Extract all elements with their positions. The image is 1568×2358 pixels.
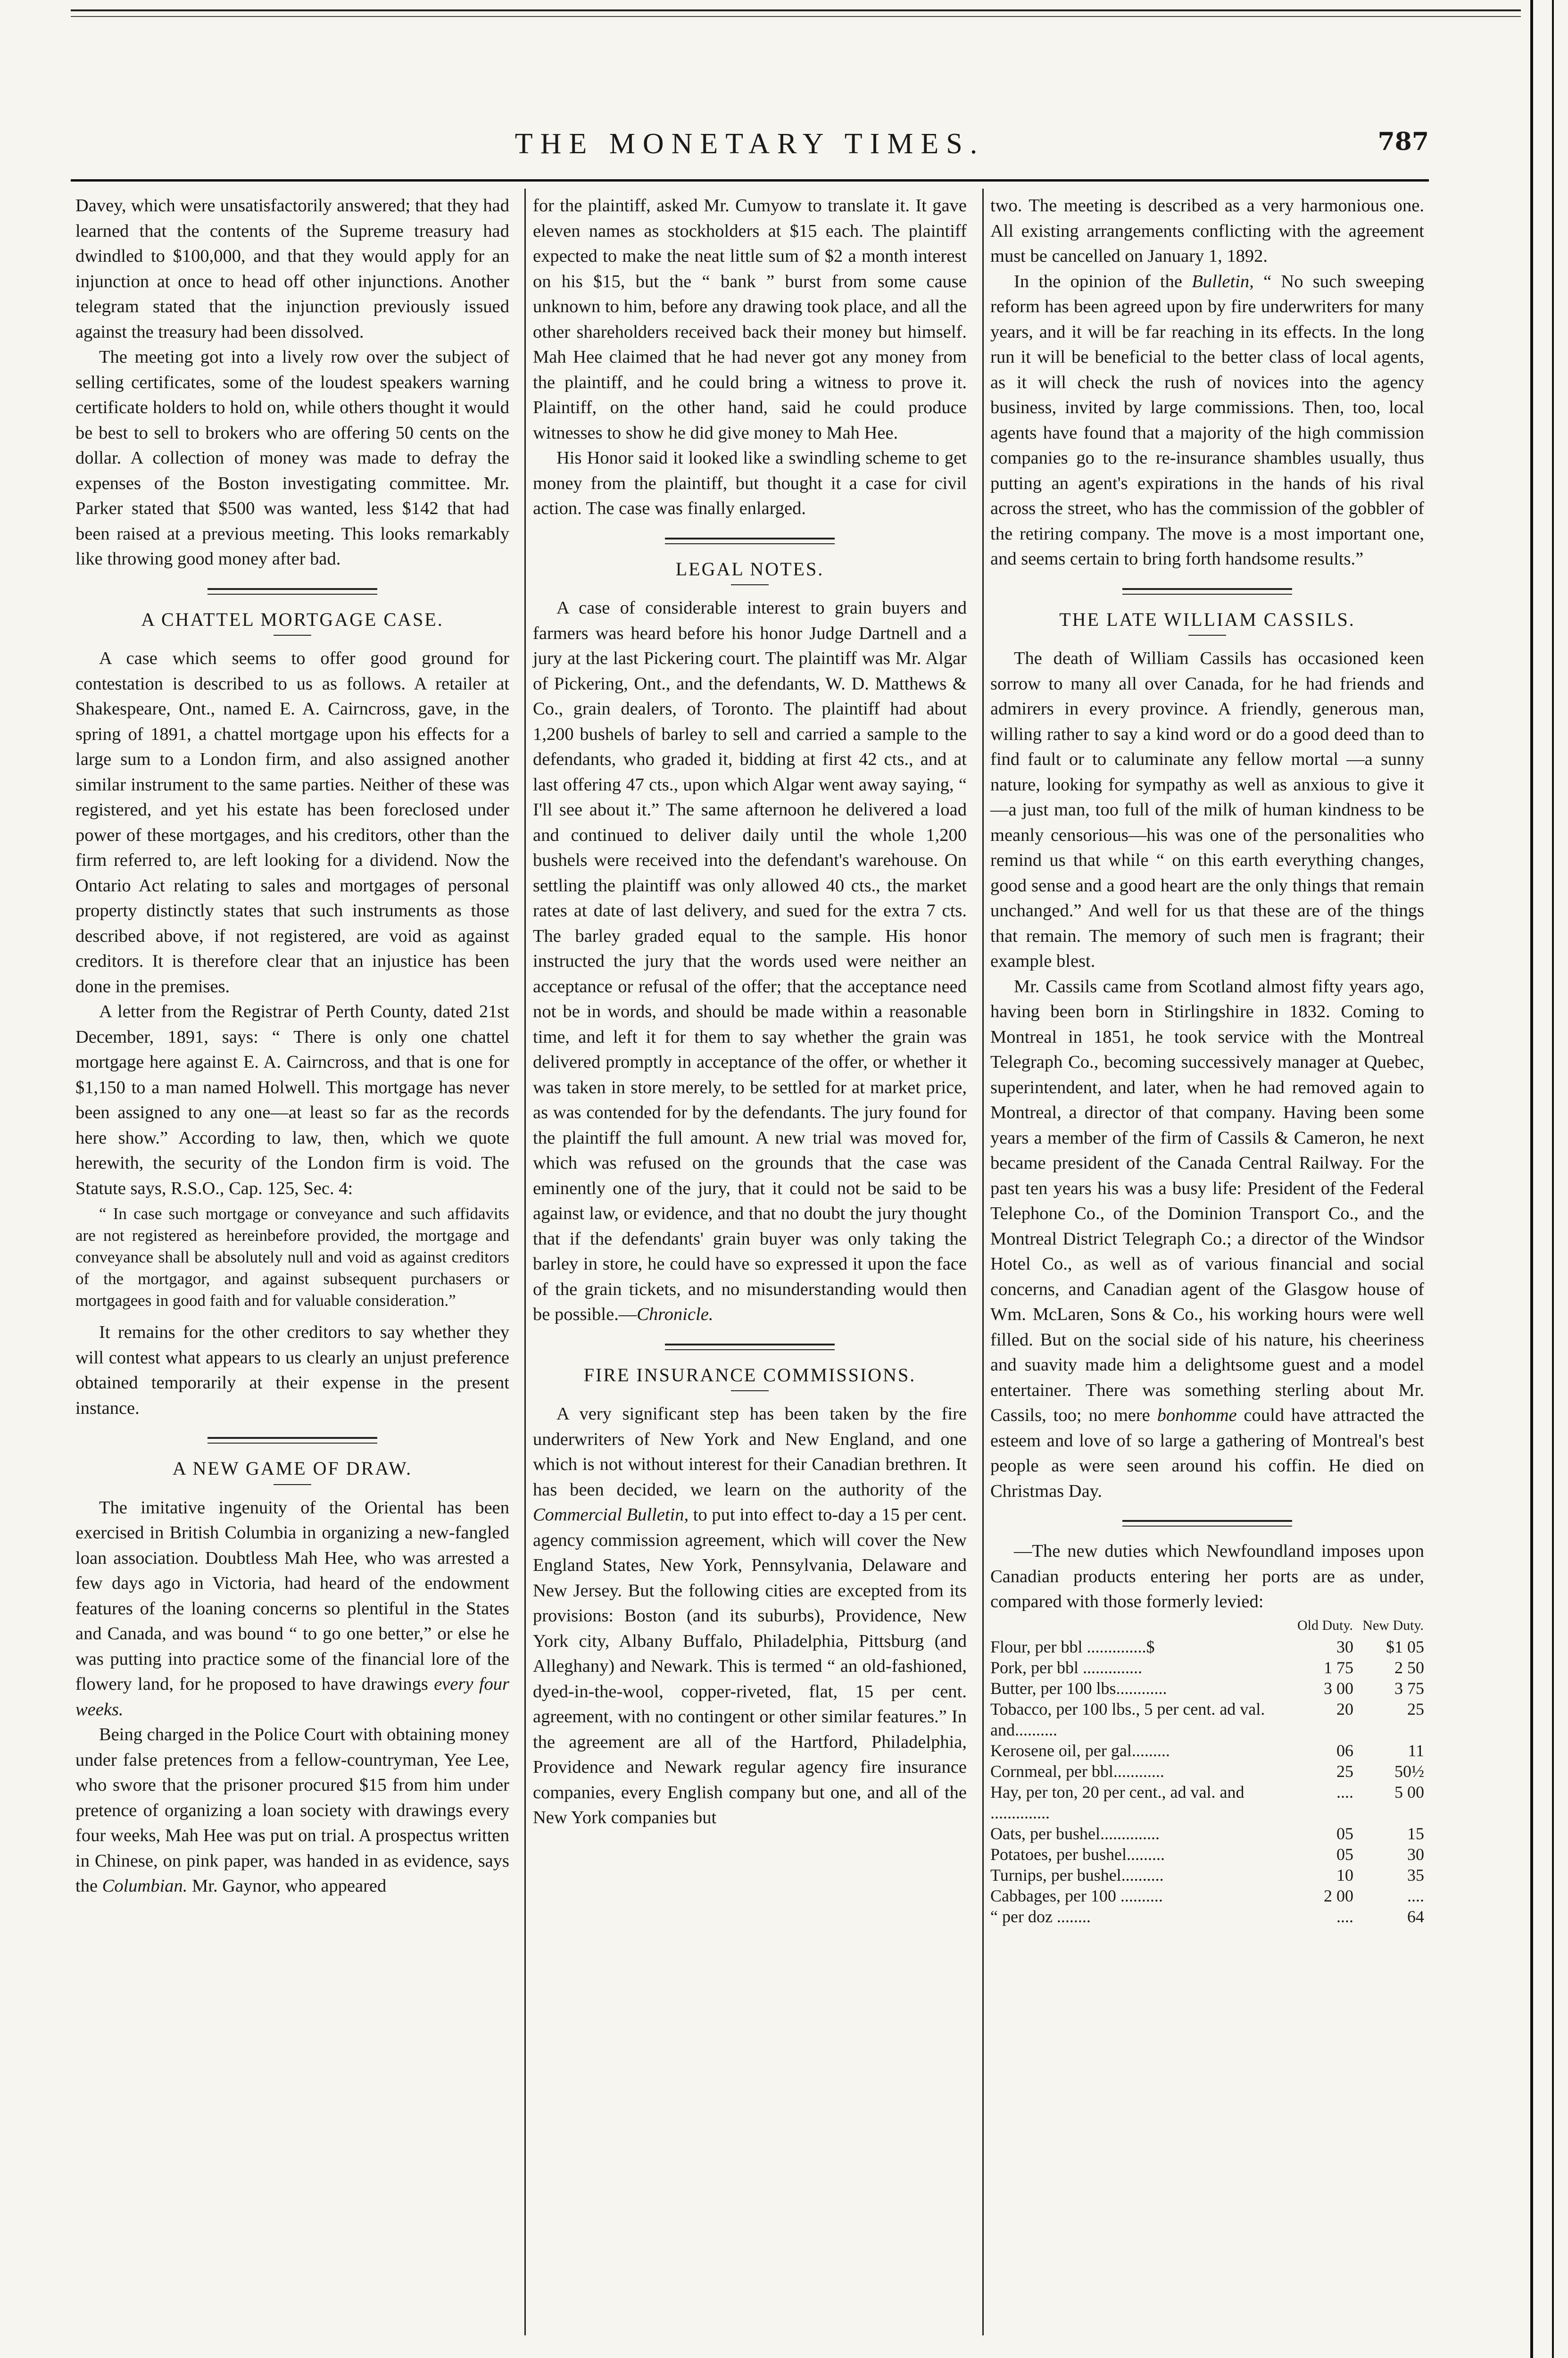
text: Mr. Cassils came from Scotland almost fifty years ago, having been born in Stirlingshire in 1832. Coming to Montreal in 1851, he took service with the Montreal Telegraph Co., becoming successively manager at Quebec, superintendent, and later, when he had removed again to Montreal, a director of that company. Having been some years a member of the firm of Cassils & Cameron, he next became president of the Canada Central Railway. For the past ten years his was a busy life: President of the Federal Telephone Co., of the Dominion Transport Co., and the Montreal District Telegraph Co.; a director of the Windsor Hotel Co., as well as of various financial and social concerns, and Canadian agent of the Glasgow house of Wm. McLaren, Sons & Co., his working hours were well filled. But on the social side of his nature, his cheeriness and suavity made him a delightsome guest and a model entertainer. There was something sterling about Mr. Cassils, too; no mere [990, 976, 1424, 1425]
text: Being charged in the Police Court with obtaining money under false pretences from a fellow-countryman, Yee Lee, who swore that the prisoner procured $15 from him under pretence of organizing a loan society with drawings every four weeks, Mah Hee was put on trial. A prospectus written in Chinese, on pink paper, was handed in as evidence, says the [75, 1725, 509, 1896]
item-cell: Tobacco, per 100 lbs., 5 per cent. ad val. and.......... [990, 1699, 1265, 1739]
text: Mr. Gaynor, who appeared [192, 1876, 387, 1896]
section-separator [1122, 588, 1292, 595]
paragraph: It remains for the other creditors to say whether they will contest what appears to us clearly an unjust preference obtained temporarily at their expense in the present instance. [75, 1322, 509, 1418]
column-rule [982, 189, 984, 2335]
paragraph [990, 269, 1424, 572]
masthead [71, 127, 1429, 170]
old-duty-cell: 05 [1336, 1824, 1353, 1843]
new-duty-cell: 35 [1407, 1865, 1424, 1885]
item-cell: Flour, per bbl ..............$ [990, 1637, 1155, 1656]
item-cell: Hay, per ton, 20 per cent., ad val. and .............. [990, 1782, 1244, 1822]
table-row [990, 1823, 1424, 1844]
table-row [990, 1657, 1424, 1678]
new-duty-cell: 3 75 [1394, 1678, 1424, 1698]
page-number: 787 [1377, 127, 1429, 156]
heading-dash [274, 635, 311, 636]
article-heading: THE LATE WILLIAM CASSILS. [1059, 608, 1355, 630]
new-duty-cell: 25 [1407, 1699, 1424, 1719]
heading-dash [731, 1390, 769, 1391]
item-cell: Turnips, per bushel.......... [990, 1865, 1164, 1885]
paragraph: His Honor said it looked like a swindling scheme to get money from the plaintiff, but thought it a case for civil action. The case was finally enlarged. [533, 448, 967, 518]
emphasis: every four weeks. [75, 1674, 510, 1719]
duties-table [990, 1615, 1424, 1927]
old-duty-cell: .... [1336, 1907, 1353, 1926]
item-cell: Pork, per bbl .............. [990, 1658, 1142, 1677]
table-row [990, 1782, 1424, 1823]
old-duty-cell: 06 [1336, 1741, 1353, 1760]
table-row [990, 1906, 1424, 1927]
text: A case of considerable interest to grain buyers and farmers was heard before his honor Judge Dartnell and a jury at the last Pickering court. The plaintiff was Mr. Algar of Pickering, Ont., and the defendants, W. D. Matthews & Co., grain dealers, of Toronto. The plaintiff had about 1,200 bushels of barley to sell and carried a sample to the defendants, who graded it, bidding at first 42 cts., and at last offering 47 cts., upon which Algar went away saying, “ I'll see about it.” The same afternoon he delivered a load and continued to deliver daily until the whole 1,200 bushels were received into the defendant's warehouse. On settling the plaintiff was only allowed 40 cts., the market rates at date of last delivery, and sued for the extra 7 cts. The barley graded equal to the sample. His honor instructed the jury that the words used were neither an acceptance or refusal of the offer; that the acceptance need not be in words, and should be made within a reasonable time, and left it for them to say whether the grain was delivered promptly in acceptance of the offer, or whether it was taken in store merely, to be settled for at market price, as was contended for by the defendants. The jury found for the plaintiff the full amount. A new trial was moved for, which was refused on the grounds that the case was eminently one of the jury, that it could not be said to be against law, or evidence, and that no doubt the jury thought that if the defendants' grain buyer was only taking the barley in store, he could have so expressed it upon the face of the grain tickets, and no misunderstanding would then be possible.— [533, 598, 967, 1324]
emphasis: Chronicle. [637, 1304, 713, 1324]
top-border-rule [71, 9, 1521, 11]
item-cell: Butter, per 100 lbs............ [990, 1678, 1167, 1698]
column-header-old-duty: Old Duty. [1297, 1617, 1353, 1633]
section-separator [207, 1437, 377, 1444]
publication-title: THE MONETARY TIMES. [514, 128, 985, 160]
new-duty-cell: 50½ [1394, 1761, 1424, 1781]
old-duty-cell: .... [1336, 1782, 1353, 1802]
old-duty-cell: 05 [1336, 1844, 1353, 1864]
text: “ No such sweeping reform has been agreed upon by fire underwriters for many years, and it will be far reaching in its effects. In the long run it will be beneficial to the better class of local agents, as it will check the rush of novices into the agency business, invited by large commissions. Then, too, local agents have found that a majority of the high commission companies go to the re-insurance shambles usually, thus putting an agent's expirations in the hands of his rival across the street, who has the commission of the gobbler of the retiring company. The move is a most important one, and seems certain to bring forth handsome results.” [990, 271, 1425, 569]
paragraph: A letter from the Registrar of Perth County, dated 21st December, 1891, says: “ There is only one chattel mortgage here against E. A. Cairncross, and that is one for $1,150 to a man named Holwell. This mortgage has never been assigned to any one—at least so far as the records here show.” According to law, then, which we quote herewith, the security of the London firm is void. The Statute says, R.S.O., Cap. 125, Sec. 4: [75, 1002, 509, 1198]
new-duty-cell: 11 [1408, 1741, 1424, 1760]
article-heading: A NEW GAME OF DRAW. [172, 1458, 413, 1479]
column-3 [990, 193, 1424, 1927]
paragraph: —The new duties which Newfoundland imposes upon Canadian products entering her ports are as under, compared with those formerly levied: [990, 1541, 1424, 1611]
text: could have attracted the esteem and love of so large a gathering of Montreal's best people as were seen around his coffin. He died on Christmas Day. [990, 1405, 1425, 1501]
paragraph: for the plaintiff, asked Mr. Cumyow to translate it. It gave eleven names as stockholders at $15 each. The plaintiff expected to make the neat little sum of $2 a month interest on his $15, but the “ bank ” burst from some cause unknown to him, before any drawing took place, and all the other shareholders received back their money but himself. Mah Hee claimed that he had never got any money from the plaintiff, and he could bring a witness to prove it. Plaintiff, on the other hand, said he could produce witnesses to show he did give money to Mah Hee. [533, 196, 967, 443]
text: The imitative ingenuity of the Oriental has been exercised in British Columbia in organizing a new-fangled loan association. Doubtless Mah Hee, who was arrested a few days ago in Victoria, had heard of the endowment features of the loaning concerns so plentiful in the States and Canada, and was bound “ to go one better,” or else he was putting into practice some of the financial lore of the flowery land, for he proposed to have drawings [75, 1497, 509, 1694]
article-heading: FIRE INSURANCE COMMISSIONS. [583, 1364, 916, 1386]
statute-quote: “ In case such mortgage or conveyance and such affidavits are not registered as hereinbefore provided, the mortgage and conveyance shall be absolutely null and void as against creditors of the mortgagor, and against subsequent purchasers or mortgagees in good faith and for valuable consideration.” [75, 1204, 509, 1310]
section-separator [1122, 1520, 1292, 1527]
emphasis: bonhomme [1157, 1405, 1237, 1425]
old-duty-cell: 2 00 [1324, 1886, 1353, 1905]
text: In the opinion of the [1014, 271, 1182, 291]
new-duty-cell: 5 00 [1394, 1782, 1424, 1802]
emphasis: Bulletin, [1192, 271, 1254, 291]
table-row [990, 1885, 1424, 1906]
item-cell: Cornmeal, per bbl............ [990, 1761, 1164, 1781]
item-cell: Cabbages, per 100 .......... [990, 1886, 1163, 1905]
new-duty-cell: 2 50 [1394, 1658, 1424, 1677]
paragraph: The meeting got into a lively row over the subject of selling certificates, some of the loudest speakers warning certificate holders to hold on, while others thought it would be best to sell to brokers who are offering 50 cents on the dollar. A collection of money was made to defray the expenses of the Boston investigating committee. Mr. Parker stated that $500 was wanted, less $142 that had been raised at a previous meeting. This looks remarkably like throwing good money after bad. [75, 347, 509, 569]
new-duty-cell: .... [1407, 1886, 1424, 1905]
article-heading: LEGAL NOTES. [675, 558, 824, 580]
old-duty-cell: 20 [1336, 1699, 1353, 1719]
section-separator [665, 1344, 835, 1350]
old-duty-cell: 30 [1336, 1637, 1353, 1656]
new-duty-cell: 30 [1407, 1844, 1424, 1864]
new-duty-cell: 15 [1407, 1824, 1424, 1843]
binding-edge [1530, 0, 1554, 2358]
paragraph: Davey, which were unsatisfactorily answered; that they had learned that the contents of the Supreme treasury had dwindled to $100,000, and that they would apply for an injunction at once to head off other injunctions. Another telegram stated that the injunction previously issued against the treasury had been dissolved. [75, 196, 509, 342]
article-heading: A CHATTEL MORTGAGE CASE. [141, 608, 444, 630]
text: to put into effect to-day a 15 per cent. agency commission agreement, which will cover the New England States, New York, Pennsylvania, Delaware and New Jersey. But the following cities are excepted from its provisions: Boston (and its suburbs), Providence, New York city, Albany Buffalo, Philadelphia, Pittsburg (and Alleghany) and Newark. This is termed “ an old-fashioned, dyed-in-the-wool, copper-riveted, flat, 15 per cent. agreement, with no contingent or other similar features.” In the agreement are all of the Hartford, Philadelphia, Providence and Newark regular agency fire insurance companies, every English company but one, and all of the New York companies but [533, 1505, 967, 1827]
table-row [990, 1740, 1424, 1761]
heading-dash [274, 1484, 311, 1485]
paragraph: The death of William Cassils has occasioned keen sorrow to many all over Canada, for he had friends and admirers in every province. A friendly, generous man, willing rather to say a kind word or do a good deed than to find fault or to caluminate any fellow mortal —a sunny nature, looking for sympathy as well as anxious to give it—a just man, too full of the milk of human kindness to be meanly censorious—his was one of the personalities who remind us that while “ on this earth everything changes, good sense and a good heart are the only things that remain unchanged.” And well for us that these are of the things that remain. The memory of such men is fragrant; their example blest. [990, 648, 1424, 971]
new-duty-cell: 64 [1407, 1907, 1424, 1926]
old-duty-cell: 1 75 [1324, 1658, 1353, 1677]
paragraph [75, 1495, 509, 1723]
table-header-row [990, 1615, 1424, 1636]
column-2 [533, 193, 967, 1831]
section-separator [207, 588, 377, 595]
header-rule [71, 179, 1429, 182]
text: A very significant step has been taken by the fire underwriters of New York and New England, and one which is not without interest for their Canadian brethren. It has been decided, we learn on the authority of the [533, 1404, 967, 1500]
paragraph: A case which seems to offer good ground for contestation is described to us as follows. A retailer at Shakespeare, Ont., named E. A. Cairncross, gave, in the spring of 1891, a chattel mortgage upon his effects for a large sum to a London firm, and also assigned another similar instrument to the same parties. Neither of these was registered, and yet his estate has been foreclosed under power of these mortgages, and his creditors, other than the firm referred to, are left looking for a dividend. Now the Ontario Act relating to sales and mortgages of personal property distinctly states that such instruments as those described above, if not registered, are void as against creditors. It is therefore clear that an injustice has been done in the premises. [75, 648, 509, 996]
heading-dash [731, 584, 769, 585]
table-row [990, 1844, 1424, 1865]
table-row [990, 1865, 1424, 1885]
emphasis: Columbian. [102, 1876, 188, 1896]
paragraph: two. The meeting is described as a very harmonious one. All existing arrangements conflicting with the agreement must be cancelled on January 1, 1892. [990, 196, 1424, 266]
top-border-rule-thin [71, 16, 1521, 17]
heading-dash [1188, 635, 1226, 636]
paragraph [990, 974, 1424, 1504]
paragraph [533, 596, 967, 1328]
table-row [990, 1761, 1424, 1782]
item-cell: Kerosene oil, per gal......... [990, 1741, 1170, 1760]
table-row [990, 1636, 1424, 1657]
column-1 [75, 193, 509, 1899]
section-separator [665, 538, 835, 544]
item-cell: “ per doz ........ [990, 1907, 1091, 1926]
table-row [990, 1678, 1424, 1699]
new-duty-cell: $1 05 [1386, 1637, 1424, 1656]
old-duty-cell: 25 [1336, 1761, 1353, 1781]
column-header-new-duty: New Duty. [1362, 1617, 1424, 1633]
old-duty-cell: 10 [1336, 1865, 1353, 1885]
paragraph [533, 1402, 967, 1831]
emphasis: Commercial Bulletin, [533, 1505, 689, 1525]
item-cell: Oats, per bushel.............. [990, 1824, 1160, 1843]
table-row [990, 1699, 1424, 1740]
item-cell: Potatoes, per bushel......... [990, 1844, 1165, 1864]
column-rule [524, 189, 526, 2335]
old-duty-cell: 3 00 [1324, 1678, 1353, 1698]
paragraph [75, 1722, 509, 1899]
